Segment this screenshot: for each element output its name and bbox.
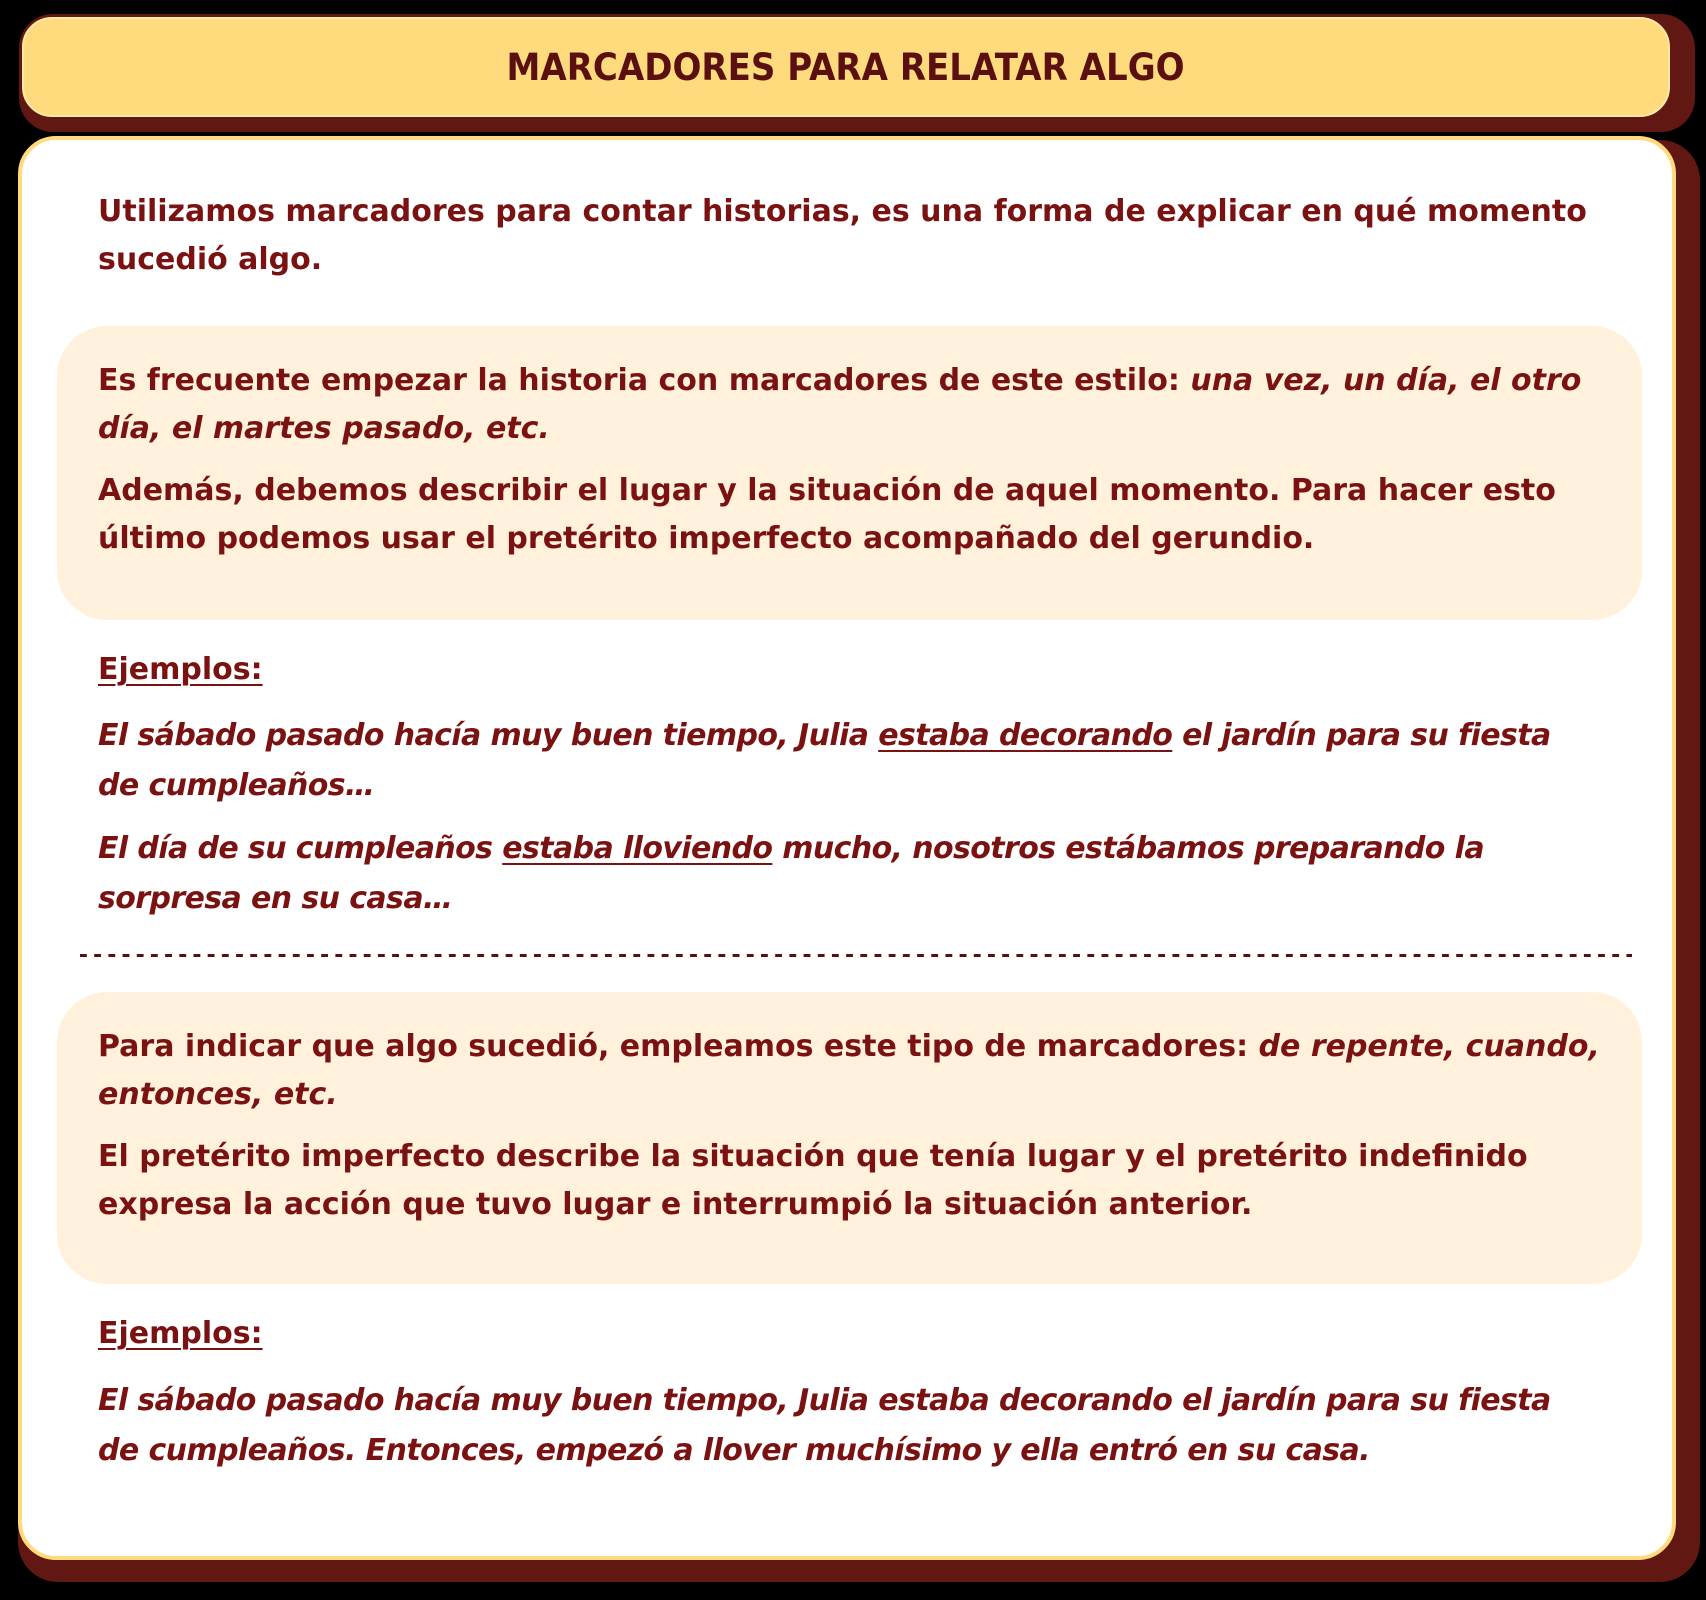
intro-paragraph: Utilizamos marcadores para contar historias, es una forma de explicar en qué momento sucedió algo. <box>98 194 1587 277</box>
example-highlight: estaba decorando <box>878 718 1173 753</box>
example-text: el jardín para su fiesta de cumpleaños… <box>98 718 1551 803</box>
example-text: mucho, nosotros estábamos preparando la sorpresa en su casa… <box>98 831 1484 916</box>
example-text: El día de su cumpleaños <box>98 831 503 866</box>
info-box-2 <box>57 992 1642 1284</box>
page-title: MARCADORES PARA RELATAR ALGO <box>506 45 1186 89</box>
info-box-2-paragraph-2: El pretérito imperfecto describe la situación que tenía lugar y el pretérito indefinido expresa la acción que tuvo lugar e interrumpió la situación anterior. <box>98 1139 1528 1222</box>
info-box-2-paragraph-1 <box>98 1023 1608 1119</box>
info-box-2-markers: de repente, cuando, entonces, etc. <box>98 1029 1600 1112</box>
dashed-divider <box>80 954 1632 957</box>
title-bar <box>22 17 1670 117</box>
examples-label-2: Ejemplos: <box>98 1316 263 1351</box>
info-box-2-text: Para indicar que algo sucedió, empleamos este tipo de marcadores: <box>98 1029 1259 1064</box>
example-highlight: estaba lloviendo <box>502 831 773 866</box>
info-box-1-paragraph-2: Además, debemos describir el lugar y la situación de aquel momento. Para hacer esto último podemos usar el pretérito imperfecto acompañado del gerundio. <box>98 473 1556 556</box>
example-2-1: El sábado pasado hacía muy buen tiempo, Julia estaba decorando el jardín para su fiesta de cumpleaños. Entonces, empezó a llover muchísimo y ella entró en su casa. <box>98 1383 1551 1468</box>
example-1-2 <box>98 824 1598 924</box>
examples-label-1: Ejemplos: <box>98 652 263 687</box>
info-box-1-text: Es frecuente empezar la historia con marcadores de este estilo: <box>98 363 1191 398</box>
info-box-1-markers: una vez, un día, el otro día, el martes pasado, etc. <box>98 363 1582 446</box>
example-text: El sábado pasado hacía muy buen tiempo, Julia <box>98 718 879 753</box>
info-box-1 <box>57 326 1642 620</box>
example-1-1 <box>98 711 1598 811</box>
info-box-1-paragraph-1 <box>98 357 1608 453</box>
